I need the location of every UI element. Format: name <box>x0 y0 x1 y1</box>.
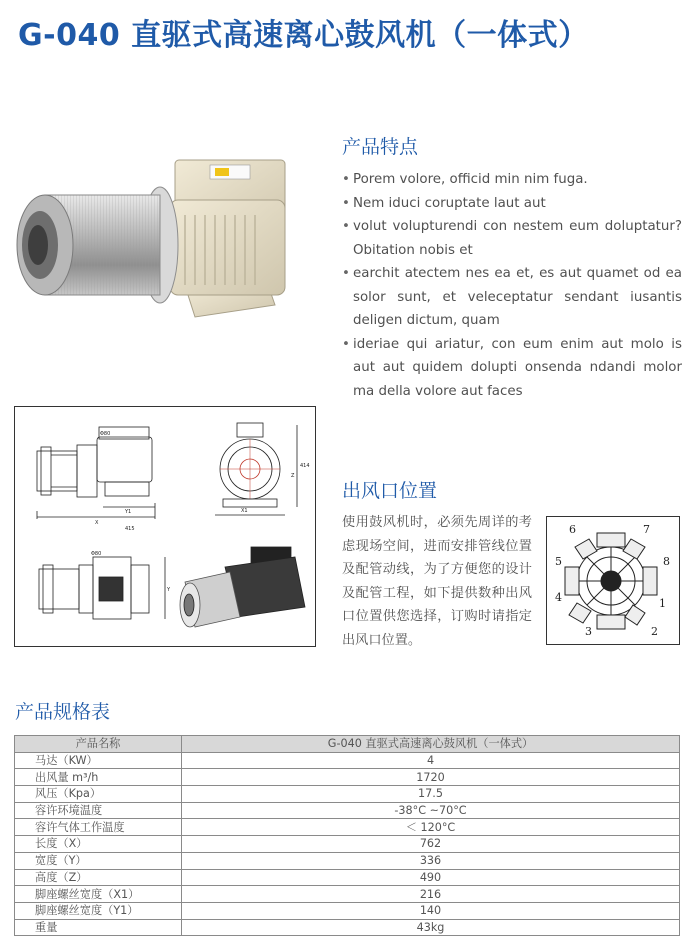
outlet-label-5: 5 <box>555 555 562 568</box>
table-cell-label: 脚座螺丝宽度（Y1） <box>15 902 182 919</box>
table-cell-label: 脚座螺丝宽度（X1） <box>15 886 182 903</box>
feature-item: • ideriae qui ariatur, con eum enim aut molo is aut aut quidem dolupti onsenda ndandi molor ma della volore aut faces <box>342 333 682 404</box>
table-row <box>15 836 680 853</box>
dim-label-415: 415 <box>125 526 135 532</box>
table-cell-label: 高度（Z） <box>15 869 182 886</box>
feature-item: • earchit atectem nes ea et, es aut quamet od ea solor sunt, et veleceptatur sendant iusantis deligen dictum, quam <box>342 262 682 333</box>
table-row <box>15 902 680 919</box>
table-row <box>15 802 680 819</box>
table-cell-value: 336 <box>182 852 680 869</box>
table-cell-label: 马达（KW） <box>15 752 182 769</box>
dim-label-phi-top: Φ80 <box>100 431 111 437</box>
page-title: G-040 直驱式高速离心鼓风机（一体式） <box>18 18 589 53</box>
table-cell-label: 风压（Kpa） <box>15 786 182 803</box>
table-cell-value: ＜ 120°C <box>182 819 680 836</box>
table-cell-label: 长度（X） <box>15 836 182 853</box>
dim-label-x1: X1 <box>241 508 248 514</box>
dim-label-x: X <box>95 520 99 526</box>
table-row <box>15 819 680 836</box>
spec-table <box>14 735 680 936</box>
table-cell-value: 140 <box>182 902 680 919</box>
top-view <box>39 551 171 619</box>
feature-item: • Nem iduci coruptate laut aut <box>342 192 682 216</box>
outlet-heading: 出风口位置 <box>342 480 438 502</box>
table-row <box>15 919 680 936</box>
side-view <box>37 427 155 532</box>
table-cell-label: 容许气体工作温度 <box>15 819 182 836</box>
feature-item: • volut volupturendi con nestem eum doluptatur? Obitation nobis et <box>342 215 682 262</box>
table-cell-value: 43kg <box>182 919 680 936</box>
feature-item: • Porem volore, officid min nim fuga. <box>342 168 682 192</box>
table-row <box>15 886 680 903</box>
technical-drawing <box>14 406 316 647</box>
outlet-label-7: 7 <box>643 523 650 536</box>
table-cell-value: 4 <box>182 752 680 769</box>
outlet-description: 使用鼓风机时，必须先周详的考虑现场空间，进而安排管线位置及配管动线，为了方便您的设计及配管工程，如下提供数种出风口位置供您选择，订购时请指定出风口位置。 <box>342 515 532 648</box>
outlet-position-diagram <box>546 516 680 645</box>
table-header-cell: 产品名称 <box>15 736 182 753</box>
features-list <box>342 168 682 403</box>
table-row <box>15 769 680 786</box>
table-row <box>15 786 680 803</box>
table-cell-value: 1720 <box>182 769 680 786</box>
dim-label-y1: Y1 <box>125 509 132 515</box>
table-cell-label: 重量 <box>15 919 182 936</box>
table-row <box>15 869 680 886</box>
dim-label-phi-bottom: Φ80 <box>91 551 102 557</box>
dim-label-y: Y <box>167 587 171 593</box>
outlet-label-8: 8 <box>663 555 670 568</box>
outlet-label-1: 1 <box>659 597 666 610</box>
table-row <box>15 752 680 769</box>
outlet-label-6: 6 <box>569 523 576 536</box>
dim-label-414: 414 <box>300 463 310 469</box>
table-header-cell: G-040 直驱式高速离心鼓风机（一体式） <box>182 736 680 753</box>
isometric-view <box>180 547 305 627</box>
outlet-position-svg <box>547 517 679 644</box>
table-cell-value: -38°C ~70°C <box>182 802 680 819</box>
table-row <box>15 852 680 869</box>
outlet-label-2: 2 <box>651 625 658 638</box>
outlet-label-4: 4 <box>555 591 562 604</box>
features-heading: 产品特点 <box>342 136 419 158</box>
table-cell-value: 762 <box>182 836 680 853</box>
table-cell-label: 出风量 m³/h <box>15 769 182 786</box>
spec-heading: 产品规格表 <box>15 701 111 723</box>
dim-label-z: Z <box>291 473 295 479</box>
product-photo <box>10 145 315 335</box>
technical-drawing-svg <box>15 407 315 646</box>
outlet-label-3: 3 <box>585 625 592 638</box>
table-cell-value: 490 <box>182 869 680 886</box>
table-cell-value: 17.5 <box>182 786 680 803</box>
front-view <box>215 423 310 515</box>
table-cell-label: 宽度（Y） <box>15 852 182 869</box>
table-header-row <box>15 736 680 753</box>
table-cell-label: 容许环境温度 <box>15 802 182 819</box>
table-cell-value: 216 <box>182 886 680 903</box>
